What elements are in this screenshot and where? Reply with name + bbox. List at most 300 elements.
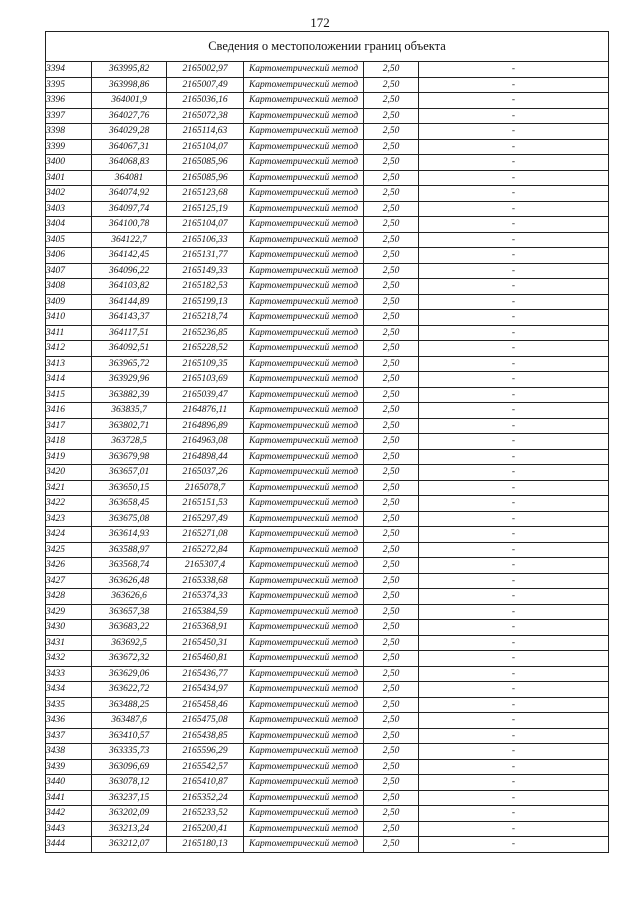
coordinate-x-cell: 364142,45 [92, 248, 167, 264]
method-cell: Картометрический метод [244, 124, 364, 140]
table-row [46, 496, 609, 512]
method-cell: Картометрический метод [244, 790, 364, 806]
coordinate-y-cell: 2165182,53 [167, 279, 244, 295]
coordinate-y-cell: 2165236,85 [167, 325, 244, 341]
method-cell: Картометрический метод [244, 496, 364, 512]
table-row [46, 248, 609, 264]
coordinate-x-cell: 363995,82 [92, 62, 167, 78]
method-cell: Картометрический метод [244, 372, 364, 388]
point-number-cell: 3417 [46, 418, 92, 434]
description-cell: - [419, 465, 609, 481]
coordinate-x-cell: 363335,73 [92, 744, 167, 760]
coordinate-x-cell: 363683,22 [92, 620, 167, 636]
coordinate-y-cell: 2165438,85 [167, 728, 244, 744]
method-cell: Картометрический метод [244, 62, 364, 78]
coordinate-y-cell: 2165450,31 [167, 635, 244, 651]
table-row [46, 542, 609, 558]
point-number-cell: 3426 [46, 558, 92, 574]
coordinate-y-cell: 2165458,46 [167, 697, 244, 713]
coordinate-x-cell: 363626,6 [92, 589, 167, 605]
description-cell: - [419, 93, 609, 109]
point-number-cell: 3425 [46, 542, 92, 558]
coordinate-x-cell: 363626,48 [92, 573, 167, 589]
precision-cell: 2,50 [364, 620, 419, 636]
description-cell: - [419, 682, 609, 698]
table-row [46, 325, 609, 341]
point-number-cell: 3394 [46, 62, 92, 78]
precision-cell: 2,50 [364, 310, 419, 326]
coordinate-y-cell: 2165434,97 [167, 682, 244, 698]
method-cell: Картометрический метод [244, 542, 364, 558]
precision-cell: 2,50 [364, 418, 419, 434]
method-cell: Картометрический метод [244, 713, 364, 729]
description-cell: - [419, 635, 609, 651]
coordinate-x-cell: 363672,32 [92, 651, 167, 667]
table-row [46, 651, 609, 667]
method-cell: Картометрический метод [244, 635, 364, 651]
table-row [46, 573, 609, 589]
description-cell: - [419, 155, 609, 171]
precision-cell: 2,50 [364, 821, 419, 837]
table-row [46, 449, 609, 465]
coordinate-x-cell: 363629,06 [92, 666, 167, 682]
coordinate-x-cell: 364143,37 [92, 310, 167, 326]
description-cell: - [419, 310, 609, 326]
coordinate-x-cell: 363212,07 [92, 837, 167, 853]
coordinate-x-cell: 363929,96 [92, 372, 167, 388]
point-number-cell: 3418 [46, 434, 92, 450]
coordinate-y-cell: 2165338,68 [167, 573, 244, 589]
point-number-cell: 3399 [46, 139, 92, 155]
coordinate-y-cell: 2165131,77 [167, 248, 244, 264]
precision-cell: 2,50 [364, 589, 419, 605]
method-cell: Картометрический метод [244, 434, 364, 450]
table-row [46, 201, 609, 217]
coordinate-y-cell: 2165151,53 [167, 496, 244, 512]
coordinate-y-cell: 2165104,07 [167, 217, 244, 233]
coordinate-x-cell: 364100,78 [92, 217, 167, 233]
coordinate-x-cell: 363096,69 [92, 759, 167, 775]
coordinate-y-cell: 2165109,35 [167, 356, 244, 372]
method-cell: Картометрический метод [244, 511, 364, 527]
method-cell: Картометрический метод [244, 77, 364, 93]
coordinate-y-cell: 2164963,08 [167, 434, 244, 450]
point-number-cell: 3400 [46, 155, 92, 171]
coordinate-y-cell: 2165085,96 [167, 170, 244, 186]
coordinate-y-cell: 2165384,59 [167, 604, 244, 620]
coordinate-x-cell: 363679,98 [92, 449, 167, 465]
coordinate-y-cell: 2165072,38 [167, 108, 244, 124]
table-row [46, 372, 609, 388]
table-row [46, 527, 609, 543]
point-number-cell: 3421 [46, 480, 92, 496]
table-row [46, 589, 609, 605]
table-row [46, 434, 609, 450]
point-number-cell: 3416 [46, 403, 92, 419]
method-cell: Картометрический метод [244, 139, 364, 155]
method-cell: Картометрический метод [244, 589, 364, 605]
precision-cell: 2,50 [364, 728, 419, 744]
point-number-cell: 3444 [46, 837, 92, 853]
precision-cell: 2,50 [364, 62, 419, 78]
precision-cell: 2,50 [364, 341, 419, 357]
coordinate-y-cell: 2165104,07 [167, 139, 244, 155]
point-number-cell: 3427 [46, 573, 92, 589]
description-cell: - [419, 186, 609, 202]
table-row [46, 682, 609, 698]
coordinate-x-cell: 363202,09 [92, 806, 167, 822]
precision-cell: 2,50 [364, 837, 419, 853]
description-cell: - [419, 201, 609, 217]
table-row [46, 124, 609, 140]
coordinate-x-cell: 364068,83 [92, 155, 167, 171]
precision-cell: 2,50 [364, 232, 419, 248]
coordinate-y-cell: 2165596,29 [167, 744, 244, 760]
method-cell: Картометрический метод [244, 325, 364, 341]
table-row [46, 728, 609, 744]
point-number-cell: 3437 [46, 728, 92, 744]
precision-cell: 2,50 [364, 279, 419, 295]
method-cell: Картометрический метод [244, 279, 364, 295]
table-row [46, 294, 609, 310]
point-number-cell: 3408 [46, 279, 92, 295]
method-cell: Картометрический метод [244, 759, 364, 775]
coordinate-x-cell: 363802,71 [92, 418, 167, 434]
method-cell: Картометрический метод [244, 310, 364, 326]
table-row [46, 341, 609, 357]
table-row [46, 403, 609, 419]
coordinate-y-cell: 2164898,44 [167, 449, 244, 465]
table-row [46, 604, 609, 620]
method-cell: Картометрический метод [244, 837, 364, 853]
coordinate-y-cell: 2165106,33 [167, 232, 244, 248]
coordinate-y-cell: 2165125,19 [167, 201, 244, 217]
point-number-cell: 3410 [46, 310, 92, 326]
precision-cell: 2,50 [364, 263, 419, 279]
precision-cell: 2,50 [364, 806, 419, 822]
table-row [46, 666, 609, 682]
method-cell: Картометрический метод [244, 232, 364, 248]
description-cell: - [419, 248, 609, 264]
coordinate-x-cell: 363213,24 [92, 821, 167, 837]
table-row [46, 93, 609, 109]
coordinate-x-cell: 364103,82 [92, 279, 167, 295]
description-cell: - [419, 666, 609, 682]
description-cell: - [419, 356, 609, 372]
coordinate-x-cell: 363882,39 [92, 387, 167, 403]
table-row [46, 635, 609, 651]
coordinate-y-cell: 2165103,69 [167, 372, 244, 388]
table-row [46, 759, 609, 775]
coordinate-y-cell: 2165149,33 [167, 263, 244, 279]
point-number-cell: 3419 [46, 449, 92, 465]
method-cell: Картометрический метод [244, 465, 364, 481]
table-row [46, 744, 609, 760]
precision-cell: 2,50 [364, 573, 419, 589]
coordinate-y-cell: 2165039,47 [167, 387, 244, 403]
method-cell: Картометрический метод [244, 186, 364, 202]
coordinate-y-cell: 2165218,74 [167, 310, 244, 326]
coordinate-x-cell: 364029,28 [92, 124, 167, 140]
coordinate-y-cell: 2165114,63 [167, 124, 244, 140]
description-cell: - [419, 170, 609, 186]
description-cell: - [419, 341, 609, 357]
coordinate-y-cell: 2165036,16 [167, 93, 244, 109]
method-cell: Картометрический метод [244, 108, 364, 124]
coordinates-table [45, 31, 609, 853]
precision-cell: 2,50 [364, 511, 419, 527]
precision-cell: 2,50 [364, 356, 419, 372]
table-row [46, 480, 609, 496]
coordinate-x-cell: 363588,97 [92, 542, 167, 558]
method-cell: Картометрический метод [244, 558, 364, 574]
description-cell: - [419, 325, 609, 341]
precision-cell: 2,50 [364, 372, 419, 388]
point-number-cell: 3397 [46, 108, 92, 124]
point-number-cell: 3428 [46, 589, 92, 605]
method-cell: Картометрический метод [244, 294, 364, 310]
table-row [46, 620, 609, 636]
point-number-cell: 3406 [46, 248, 92, 264]
point-number-cell: 3441 [46, 790, 92, 806]
precision-cell: 2,50 [364, 759, 419, 775]
precision-cell: 2,50 [364, 93, 419, 109]
method-cell: Картометрический метод [244, 666, 364, 682]
coordinate-y-cell: 2165078,7 [167, 480, 244, 496]
method-cell: Картометрический метод [244, 93, 364, 109]
coordinate-x-cell: 364074,92 [92, 186, 167, 202]
coordinate-y-cell: 2165180,13 [167, 837, 244, 853]
coordinate-x-cell: 364001,9 [92, 93, 167, 109]
point-number-cell: 3443 [46, 821, 92, 837]
method-cell: Картометрический метод [244, 697, 364, 713]
coordinate-x-cell: 363657,01 [92, 465, 167, 481]
coordinate-x-cell: 364081 [92, 170, 167, 186]
table-row [46, 511, 609, 527]
precision-cell: 2,50 [364, 217, 419, 233]
point-number-cell: 3412 [46, 341, 92, 357]
coordinate-y-cell: 2165307,4 [167, 558, 244, 574]
coordinate-y-cell: 2165374,33 [167, 589, 244, 605]
coordinate-x-cell: 363614,93 [92, 527, 167, 543]
table-header-row [46, 32, 609, 62]
precision-cell: 2,50 [364, 449, 419, 465]
point-number-cell: 3405 [46, 232, 92, 248]
method-cell: Картометрический метод [244, 418, 364, 434]
description-cell: - [419, 294, 609, 310]
precision-cell: 2,50 [364, 682, 419, 698]
table-row [46, 263, 609, 279]
description-cell: - [419, 434, 609, 450]
description-cell: - [419, 558, 609, 574]
description-cell: - [419, 604, 609, 620]
table-row [46, 697, 609, 713]
description-cell: - [419, 589, 609, 605]
point-number-cell: 3409 [46, 294, 92, 310]
coordinate-y-cell: 2165037,26 [167, 465, 244, 481]
coordinate-y-cell: 2165410,87 [167, 775, 244, 791]
coordinate-x-cell: 363658,45 [92, 496, 167, 512]
coordinate-x-cell: 364092,51 [92, 341, 167, 357]
table-row [46, 77, 609, 93]
method-cell: Картометрический метод [244, 744, 364, 760]
coordinate-y-cell: 2165352,24 [167, 790, 244, 806]
point-number-cell: 3430 [46, 620, 92, 636]
description-cell: - [419, 263, 609, 279]
method-cell: Картометрический метод [244, 604, 364, 620]
description-cell: - [419, 651, 609, 667]
description-cell: - [419, 403, 609, 419]
method-cell: Картометрический метод [244, 775, 364, 791]
point-number-cell: 3398 [46, 124, 92, 140]
table-row [46, 170, 609, 186]
coordinate-x-cell: 363728,5 [92, 434, 167, 450]
point-number-cell: 3395 [46, 77, 92, 93]
table-row [46, 62, 609, 78]
description-cell: - [419, 232, 609, 248]
point-number-cell: 3422 [46, 496, 92, 512]
point-number-cell: 3411 [46, 325, 92, 341]
point-number-cell: 3434 [46, 682, 92, 698]
point-number-cell: 3420 [46, 465, 92, 481]
coordinate-x-cell: 364027,76 [92, 108, 167, 124]
coordinate-x-cell: 363078,12 [92, 775, 167, 791]
description-cell: - [419, 511, 609, 527]
method-cell: Картометрический метод [244, 201, 364, 217]
method-cell: Картометрический метод [244, 527, 364, 543]
coordinate-x-cell: 364067,31 [92, 139, 167, 155]
coordinate-y-cell: 2165233,52 [167, 806, 244, 822]
table-row [46, 775, 609, 791]
precision-cell: 2,50 [364, 651, 419, 667]
method-cell: Картометрический метод [244, 356, 364, 372]
description-cell: - [419, 480, 609, 496]
point-number-cell: 3442 [46, 806, 92, 822]
precision-cell: 2,50 [364, 635, 419, 651]
point-number-cell: 3404 [46, 217, 92, 233]
coordinate-y-cell: 2165200,41 [167, 821, 244, 837]
precision-cell: 2,50 [364, 480, 419, 496]
method-cell: Картометрический метод [244, 403, 364, 419]
method-cell: Картометрический метод [244, 263, 364, 279]
point-number-cell: 3435 [46, 697, 92, 713]
precision-cell: 2,50 [364, 325, 419, 341]
coordinate-x-cell: 363657,38 [92, 604, 167, 620]
coordinate-y-cell: 2165368,91 [167, 620, 244, 636]
method-cell: Картометрический метод [244, 651, 364, 667]
description-cell: - [419, 387, 609, 403]
point-number-cell: 3407 [46, 263, 92, 279]
precision-cell: 2,50 [364, 124, 419, 140]
method-cell: Картометрический метод [244, 387, 364, 403]
precision-cell: 2,50 [364, 775, 419, 791]
coordinate-y-cell: 2165123,68 [167, 186, 244, 202]
coordinate-x-cell: 363692,5 [92, 635, 167, 651]
table-title: Сведения о местоположении границ объекта [46, 32, 609, 62]
coordinate-y-cell: 2164896,89 [167, 418, 244, 434]
description-cell: - [419, 744, 609, 760]
precision-cell: 2,50 [364, 201, 419, 217]
point-number-cell: 3433 [46, 666, 92, 682]
description-cell: - [419, 713, 609, 729]
coordinate-y-cell: 2165542,57 [167, 759, 244, 775]
method-cell: Картометрический метод [244, 480, 364, 496]
precision-cell: 2,50 [364, 248, 419, 264]
table-row [46, 139, 609, 155]
coordinate-x-cell: 363622,72 [92, 682, 167, 698]
point-number-cell: 3438 [46, 744, 92, 760]
description-cell: - [419, 372, 609, 388]
method-cell: Картометрический метод [244, 806, 364, 822]
table-row [46, 155, 609, 171]
point-number-cell: 3401 [46, 170, 92, 186]
description-cell: - [419, 527, 609, 543]
method-cell: Картометрический метод [244, 248, 364, 264]
precision-cell: 2,50 [364, 77, 419, 93]
point-number-cell: 3424 [46, 527, 92, 543]
precision-cell: 2,50 [364, 186, 419, 202]
coordinate-x-cell: 363650,15 [92, 480, 167, 496]
coordinate-x-cell: 363835,7 [92, 403, 167, 419]
method-cell: Картометрический метод [244, 170, 364, 186]
point-number-cell: 3413 [46, 356, 92, 372]
description-cell: - [419, 728, 609, 744]
coordinate-y-cell: 2165085,96 [167, 155, 244, 171]
method-cell: Картометрический метод [244, 821, 364, 837]
coordinate-x-cell: 364122,7 [92, 232, 167, 248]
precision-cell: 2,50 [364, 434, 419, 450]
point-number-cell: 3414 [46, 372, 92, 388]
description-cell: - [419, 837, 609, 853]
precision-cell: 2,50 [364, 403, 419, 419]
method-cell: Картометрический метод [244, 620, 364, 636]
precision-cell: 2,50 [364, 294, 419, 310]
precision-cell: 2,50 [364, 542, 419, 558]
description-cell: - [419, 62, 609, 78]
coordinate-y-cell: 2165002,97 [167, 62, 244, 78]
coordinate-y-cell: 2165436,77 [167, 666, 244, 682]
description-cell: - [419, 790, 609, 806]
point-number-cell: 3396 [46, 93, 92, 109]
precision-cell: 2,50 [364, 558, 419, 574]
coordinate-x-cell: 364144,89 [92, 294, 167, 310]
coordinate-x-cell: 363487,6 [92, 713, 167, 729]
precision-cell: 2,50 [364, 387, 419, 403]
description-cell: - [419, 496, 609, 512]
precision-cell: 2,50 [364, 465, 419, 481]
table-row [46, 713, 609, 729]
method-cell: Картометрический метод [244, 728, 364, 744]
description-cell: - [419, 77, 609, 93]
precision-cell: 2,50 [364, 604, 419, 620]
precision-cell: 2,50 [364, 108, 419, 124]
method-cell: Картометрический метод [244, 155, 364, 171]
table-row [46, 790, 609, 806]
description-cell: - [419, 418, 609, 434]
coordinate-x-cell: 364117,51 [92, 325, 167, 341]
table-row [46, 558, 609, 574]
table-row [46, 232, 609, 248]
precision-cell: 2,50 [364, 155, 419, 171]
coordinate-x-cell: 363488,25 [92, 697, 167, 713]
table-row [46, 217, 609, 233]
description-cell: - [419, 759, 609, 775]
point-number-cell: 3423 [46, 511, 92, 527]
point-number-cell: 3432 [46, 651, 92, 667]
point-number-cell: 3436 [46, 713, 92, 729]
point-number-cell: 3415 [46, 387, 92, 403]
description-cell: - [419, 139, 609, 155]
